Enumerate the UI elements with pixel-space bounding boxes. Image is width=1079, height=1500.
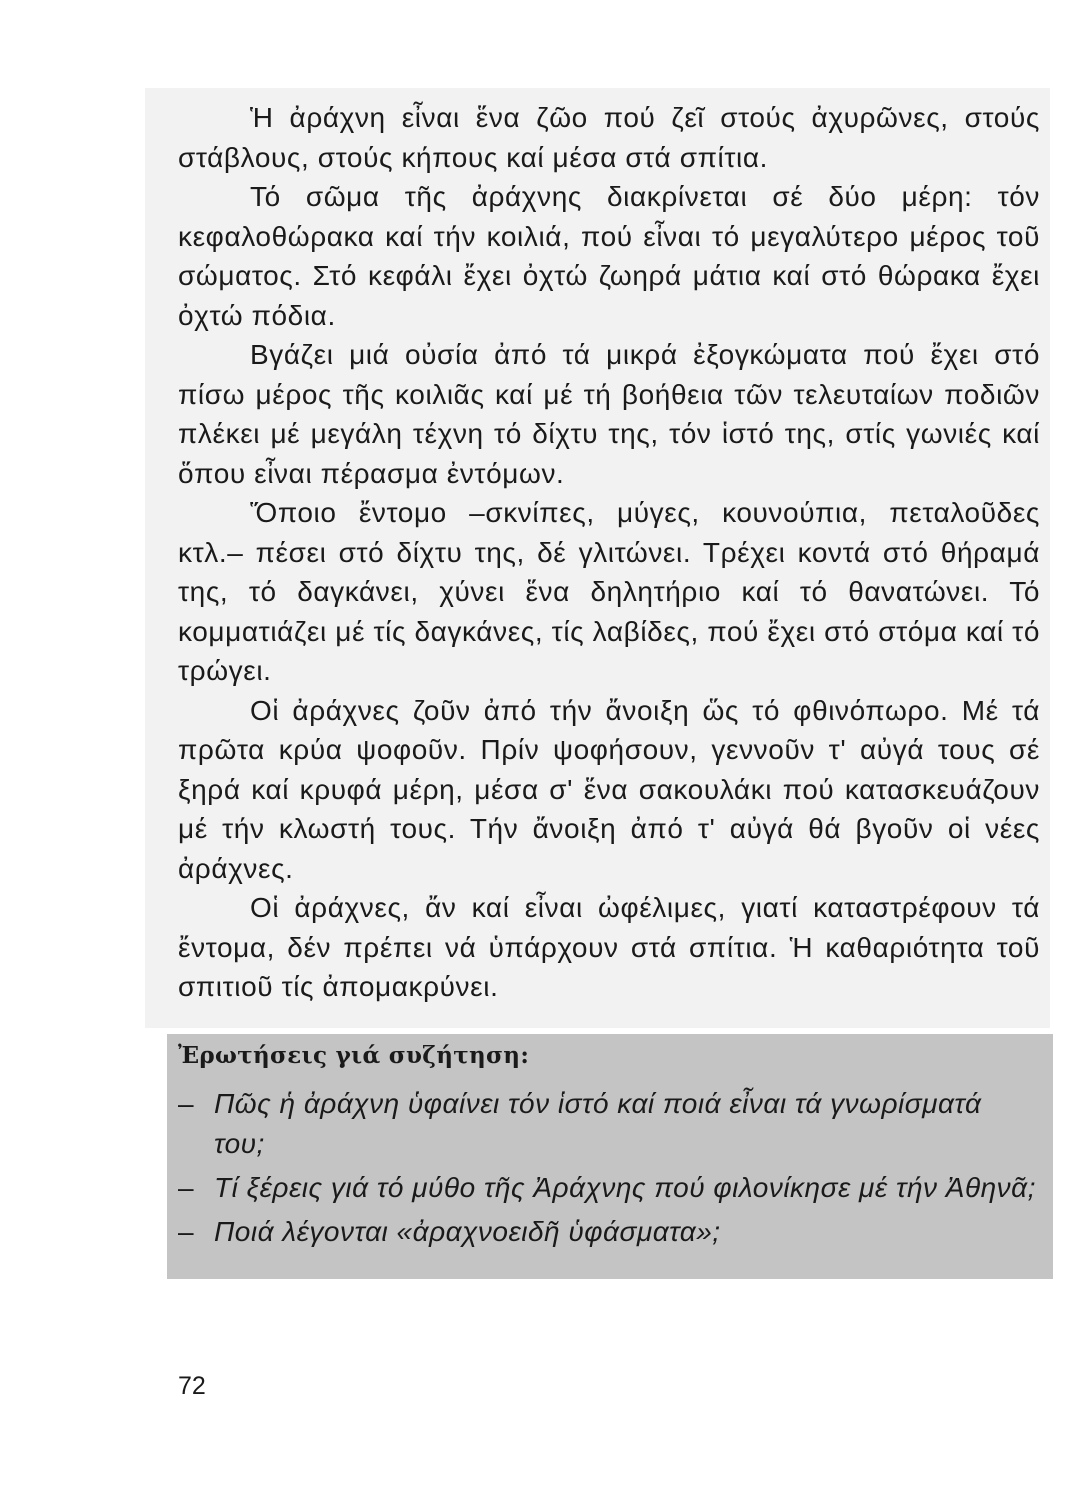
question-item <box>178 1212 1038 1252</box>
paragraph-5: Οἱ ἀράχνες ζοῦν ἀπό τήν ἄνοιξη ὥς τό φθινόπωρο. Μέ τά πρῶτα κρύα ψοφοῦν. Πρίν ψοφήσουν, γεννοῦν τ' αὐγά τους σέ ξηρά καί κρυφά μέρη, μέσα σ' ἕνα σακουλάκι πού κατασκευάζουν μέ τήν κλωστή τους. Τήν ἄνοιξη ἀπό τ' αὐγά θά βγοῦν οἱ νέες ἀράχνες. <box>178 694 1040 884</box>
list-dash: – <box>178 1216 194 1247</box>
paragraph-2: Τό σῶμα τῆς ἀράχνης διακρίνεται σέ δύο μέρη: τόν κεφαλοθώρακα καί τήν κοιλιά, πού εἶναι τό μεγαλύτερο μέρος τοῦ σώματος. Στό κεφάλι ἔχει ὀχτώ ζωηρά μάτια καί στό θώρακα ἔχει ὀχτώ πόδια. <box>178 181 1040 331</box>
discussion-questions-list <box>178 1084 1038 1256</box>
paragraph-4: Ὅποιο ἔντομο –σκνίπες, μύγες, κουνούπια, πεταλοῦδες κτλ.– πέσει στό δίχτυ της, δέ γλιτώνει. Τρέχει κοντά στό θήραμά της, τό δαγκάνει, χύνει ἕνα δηλητήριο καί τό θανατώνει. Τό κομματιάζει μέ τίς δαγκάνες, τίς λαβίδες, πού ἔχει στό στόμα καί τό τρώγει. <box>178 497 1040 686</box>
list-dash: – <box>178 1172 194 1203</box>
list-dash: – <box>178 1088 194 1119</box>
paragraph-3: Βγάζει μιά οὐσία ἀπό τά μικρά ἐξογκώματα πού ἔχει στό πίσω μέρος τῆς κοιλιᾶς καί μέ τή βοήθεια τῶν τελευταίων ποδιῶν πλέκει μέ μεγάλη τέχνη τό δίχτυ της, τόν ἱστό της, στίς γωνιές καί ὅπου εἶναι πέρασμα ἐντόμων. <box>178 339 1040 489</box>
question-item <box>178 1168 1038 1208</box>
paragraph-1: Ἡ ἀράχνη εἶναι ἕνα ζῶο πού ζεῖ στούς ἀχυρῶνες, στούς στάβλους, στούς κήπους καί μέσα στά σπίτια. <box>178 102 1040 173</box>
question-text: Ποιά λέγονται «ἀραχνοειδῆ ὑφάσματα»; <box>214 1216 721 1247</box>
paragraph-6: Οἱ ἀράχνες, ἄν καί εἶναι ὠφέλιμες, γιατί καταστρέφουν τά ἔντομα, δέν πρέπει νά ὑπάρχουν στά σπίτια. Ἡ καθαριότητα τοῦ σπιτιοῦ τίς ἀπομακρύνει. <box>178 892 1040 1002</box>
discussion-questions-title: Ἐρωτήσεις γιά συζήτηση: <box>178 1042 530 1069</box>
question-item <box>178 1084 1038 1164</box>
question-text: Πῶς ἡ ἀράχνη ὑφαίνει τόν ἱστό καί ποιά εἶναι τά γνωρίσματά του; <box>214 1088 982 1159</box>
main-text <box>178 98 1040 1007</box>
question-text: Τί ξέρεις γιά τό μύθο τῆς Ἀράχνης πού φιλονίκησε μέ τήν Ἀθηνᾶ; <box>214 1172 1036 1203</box>
page-number: 72 <box>178 1372 206 1400</box>
